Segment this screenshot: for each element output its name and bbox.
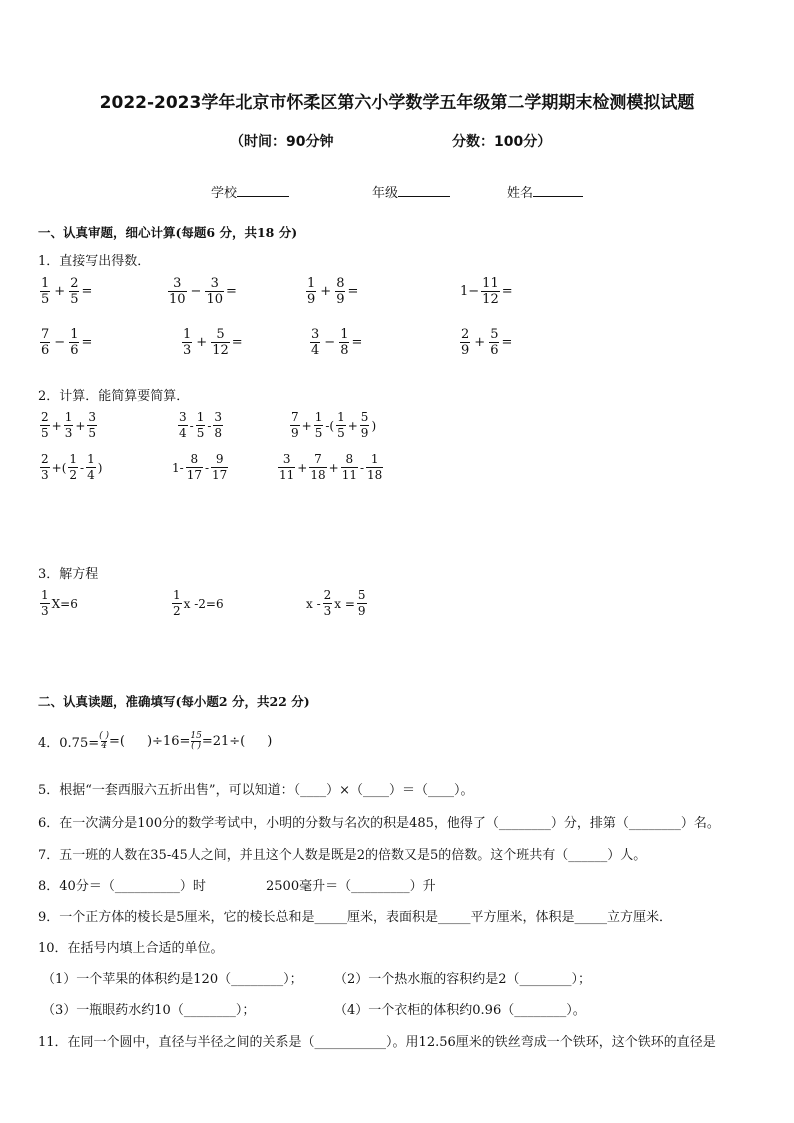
section-2-heading: 二、认真读题，准确填写(每小题2 分，共22 分) (38, 694, 310, 709)
equation-3: x - $\frac{2}{3}$ x = $\frac{5}{9}$ (306, 588, 366, 618)
name-field[interactable] (507, 182, 583, 201)
question-1: 1．直接写出得数． (38, 254, 151, 269)
q1-expr-1: $\frac{1}{5}$ + $\frac{2}{5}$ = (41, 276, 93, 307)
q2-expr-1: $\frac{2}{5}$ + $\frac{1}{3}$ + $\frac{3}{5}$ (41, 410, 97, 440)
question-2: 2．计算．能简算要简算． (38, 389, 190, 404)
q2-expr-3: $\frac{7}{9}$ + $\frac{1}{5}$ -( $\frac{1}{5}$ + $\frac{5}{9}$ ) (291, 410, 377, 440)
q1-expr-7: $\frac{3}{4}$ − $\frac{1}{8}$ = (311, 327, 363, 358)
page-title: 2022-2023学年北京市怀柔区第六小学数学五年级第二学期期末检测模拟试题 (99, 93, 695, 113)
exam-score: 分数：100分） (452, 134, 552, 150)
question-4: 4．0.75= $\frac{( )}{4}$ =( )÷16= $\frac{15}{( )}$ =21÷( ) (38, 731, 273, 751)
question-3: 3．解方程 (38, 567, 99, 582)
question-10-2: （2）一个热水瓶的容积约是2（________）； (334, 972, 592, 987)
q1-expr-5: $\frac{7}{6}$ − $\frac{1}{6}$ = (41, 327, 93, 358)
school-label: 学校 (211, 186, 238, 201)
question-6: 6．在一次满分是100分的数学考试中，小明的分数与名次的积是485，他得了（________）分，排第（________）名。 (38, 816, 720, 831)
q2-expr-4: $\frac{2}{3}$ +( $\frac{1}{2}$ - $\frac{1}{4}$ ) (41, 452, 103, 482)
question-10-4: （4）一个衣柜的体积约0.96（________）。 (334, 1003, 586, 1018)
exam-time: （时间：90分钟 (230, 134, 334, 150)
question-10-1: （1）一个苹果的体积约是120（________）； (42, 972, 303, 987)
question-10-3: （3）一瓶眼药水约10（________）； (42, 1003, 256, 1018)
q1-expr-8: $\frac{2}{9}$ + $\frac{5}{6}$ = (461, 327, 513, 358)
q1-expr-3: $\frac{1}{9}$ + $\frac{8}{9}$ = (307, 276, 359, 307)
q1-expr-4: 1− $\frac{11}{12}$ = (460, 276, 513, 307)
section-1-heading: 一、认真审题，细心计算(每题6 分，共18 分) (38, 225, 298, 240)
equation-1: $\frac{1}{3}$ X=6 (41, 588, 78, 618)
q2-expr-6: $\frac{3}{11}$ + $\frac{7}{18}$ + $\frac{8}{11}$ - $\frac{1}{18}$ (279, 452, 383, 482)
question-10: 10．在括号内填上合适的单位。 (38, 941, 224, 956)
question-5: 5．根据“一套西服六五折出售”，可以知道：（____）×（____）＝（____）。 (38, 783, 474, 798)
grade-label: 年级 (372, 186, 399, 201)
question-8b: 2500毫升＝（_________）升 (266, 879, 436, 894)
equation-2: $\frac{1}{2}$ x -2=6 (173, 588, 224, 618)
question-11: 11．在同一个圆中，直径与半径之间的关系是（___________）。用12.56厘米的铁丝弯成一个铁环，这个铁环的直径是 (38, 1035, 716, 1050)
grade-field[interactable] (372, 182, 450, 201)
school-field[interactable] (211, 182, 289, 201)
question-8a: 8．40分＝（__________）时 (38, 879, 206, 894)
name-label: 姓名 (507, 186, 534, 201)
question-9: 9．一个正方体的棱长是5厘米，它的棱长总和是_____厘米，表面积是_____平方厘米，体积是_____立方厘米． (38, 910, 673, 925)
question-7: 7．五一班的人数在35-45人之间，并且这个人数是既是2的倍数又是5的倍数。这个班共有（______）人。 (38, 848, 647, 863)
q2-expr-2: $\frac{3}{4}$ - $\frac{1}{5}$ - $\frac{3}{8}$ (179, 410, 223, 440)
q2-expr-5: 1- $\frac{8}{17}$ - $\frac{9}{17}$ (172, 452, 228, 482)
q1-expr-6: $\frac{1}{3}$ + $\frac{5}{12}$ = (183, 327, 243, 358)
q1-expr-2: $\frac{3}{10}$ − $\frac{3}{10}$ = (169, 276, 237, 307)
